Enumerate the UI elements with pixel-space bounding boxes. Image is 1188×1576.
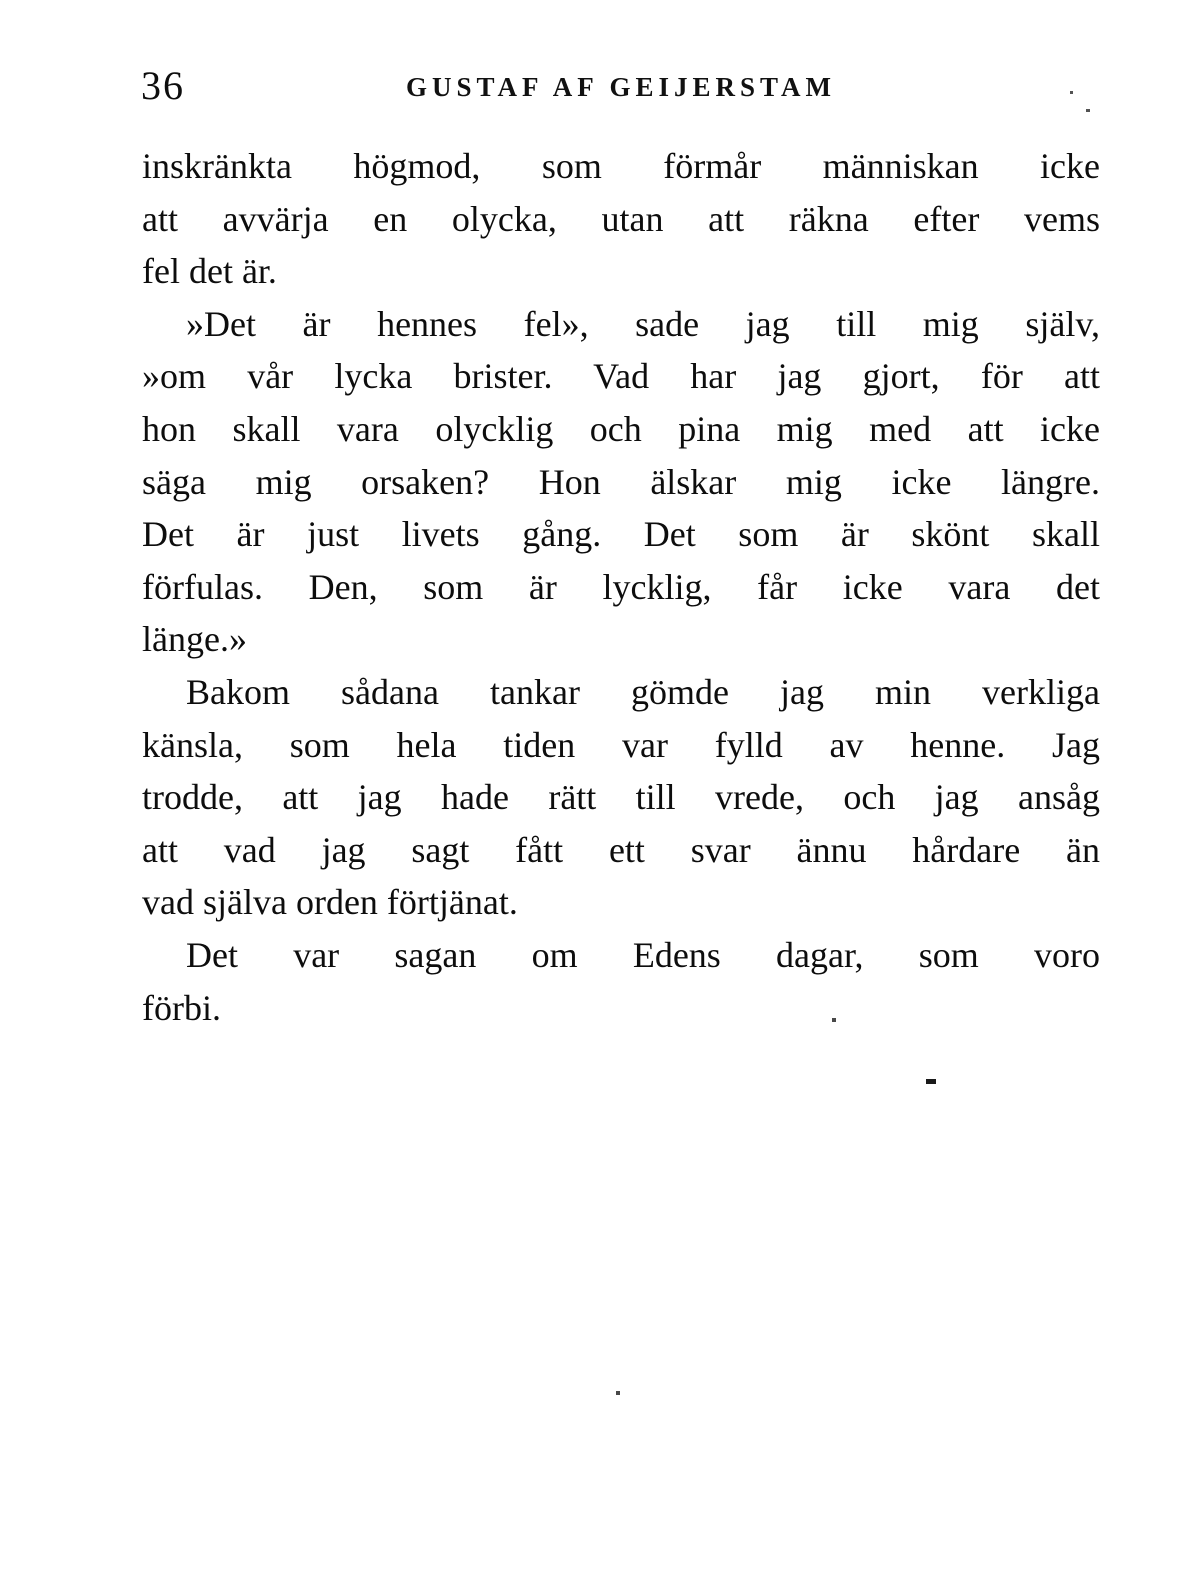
scan-speck: [832, 1018, 836, 1022]
scan-speck: [926, 1079, 936, 1084]
text-line: inskränkta högmod, som förmår människan icke: [142, 146, 1100, 186]
text-line: Det var sagan om Edens dagar, som voro: [186, 934, 1100, 975]
paragraph-2: [142, 298, 1100, 666]
running-header: GUSTAF AF GEIJERSTAM: [405, 72, 837, 102]
text-line: trodde, att jag hade rätt till vrede, och jag ansåg: [142, 777, 1100, 818]
paragraph-3: [142, 666, 1100, 929]
text-line: känsla, som hela tiden var fylld av henne. Jag: [142, 724, 1100, 765]
text-line: länge.»: [142, 619, 247, 660]
text-line: säga mig orsaken? Hon älskar mig icke längre.: [142, 461, 1100, 502]
text-line: Det är just livets gång. Det som är skönt skall: [142, 514, 1100, 555]
text-line: förbi.: [142, 987, 221, 1028]
text-line: vad själva orden förtjänat.: [142, 882, 518, 923]
text-line: förfulas. Den, som är lycklig, får icke vara det: [142, 566, 1100, 607]
scan-speck: [1070, 91, 1073, 94]
text-line: att vad jag sagt fått ett svar ännu hårdare än: [142, 829, 1100, 870]
paragraph-1: [142, 140, 1100, 298]
page-number: 36: [141, 63, 185, 108]
text-line: hon skall vara olycklig och pina mig med att icke: [142, 408, 1100, 449]
paragraph-4: [142, 929, 1100, 1034]
scan-speck: [616, 1391, 620, 1395]
text-line: »om vår lycka brister. Vad har jag gjort, för att: [142, 356, 1100, 397]
text-line: fel det är.: [142, 251, 277, 292]
text-line: att avvärja en olycka, utan att räkna efter vems: [142, 198, 1100, 239]
text-block: [142, 140, 1100, 1034]
scan-speck: [1086, 109, 1090, 112]
text-line: Bakom sådana tankar gömde jag min verkliga: [186, 671, 1100, 712]
text-line: »Det är hennes fel», sade jag till mig själv,: [186, 303, 1100, 344]
